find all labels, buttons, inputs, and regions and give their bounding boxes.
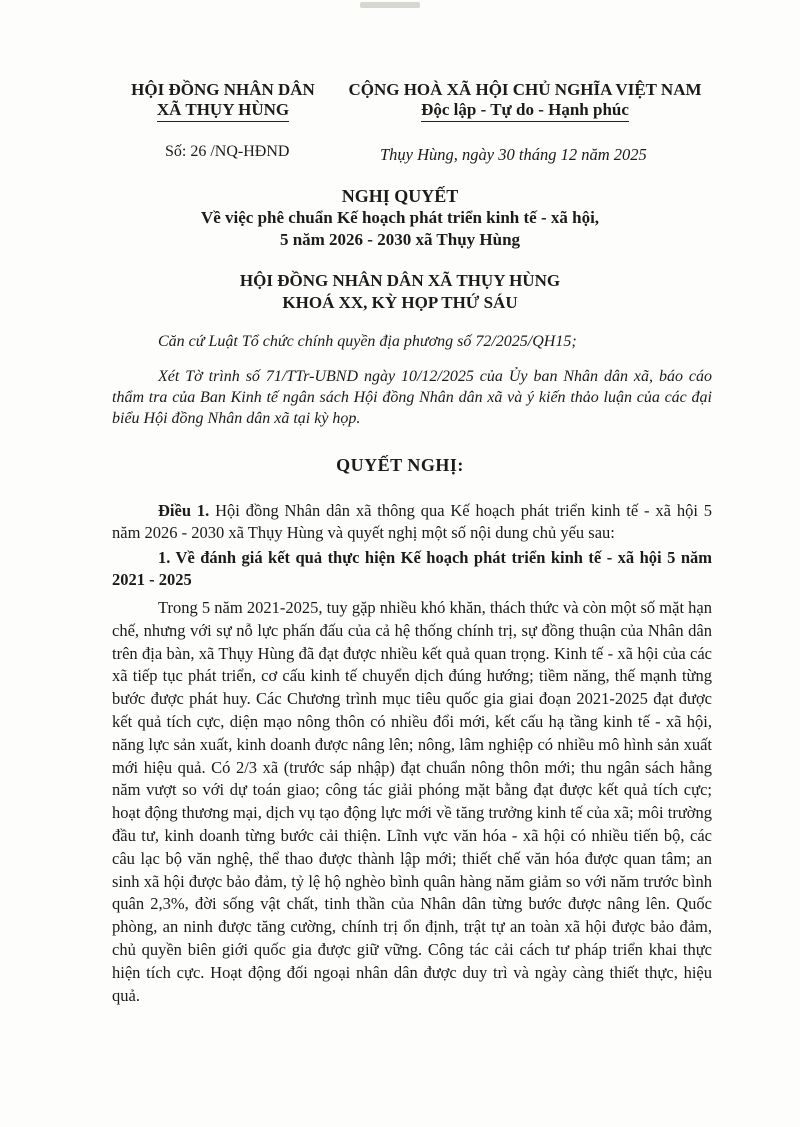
issuer-line2: XÃ THỤY HÙNG bbox=[157, 100, 289, 122]
council-name: HỘI ĐỒNG NHÂN DÂN XÃ THỤY HÙNG bbox=[239, 271, 561, 290]
legal-basis: Căn cứ Luật Tổ chức chính quyền địa phương số 72/2025/QH15; bbox=[158, 333, 577, 350]
article-1-label: Điều 1. bbox=[158, 501, 210, 520]
national-header bbox=[335, 80, 715, 122]
title-subject-line1: Về việc phê chuẩn Kế hoạch phát triển kinh tế - xã hội, bbox=[200, 208, 600, 227]
article-1 bbox=[112, 500, 712, 544]
consideration-basis: Xét Tờ trình số 71/TTr-UBND ngày 10/12/2025 của Ủy ban Nhân dân xã, báo cáo thẩm tra của Ban Kinh tế ngân sách Hội đồng Nhân dân xã và ý kiến thảo luận của các đại biểu Hội đồng Nhân dân xã tại kỳ họp. bbox=[112, 368, 712, 427]
national-motto: Độc lập - Tự do - Hạnh phúc bbox=[421, 100, 629, 122]
document-title bbox=[100, 185, 700, 251]
date-line: Thụy Hùng, ngày 30 tháng 12 năm 2025 bbox=[380, 145, 647, 164]
document-number: Số: 26 /NQ-HĐND bbox=[165, 143, 290, 160]
resolve-heading: QUYẾT NGHỊ: bbox=[336, 455, 464, 475]
issuer-header bbox=[118, 80, 328, 122]
council-block bbox=[100, 270, 700, 314]
section-1-heading: 1. Về đánh giá kết quả thực hiện Kế hoạch phát triển kinh tế - xã hội 5 năm 2021 - 2025 bbox=[112, 548, 712, 589]
title-subject-line2: 5 năm 2026 - 2030 xã Thụy Hùng bbox=[279, 230, 521, 249]
article-1-text: Hội đồng Nhân dân xã thông qua Kế hoạch phát triển kinh tế - xã hội 5 năm 2026 - 2030 xã Thụy Hùng và quyết nghị một số nội dung chủ yếu sau: bbox=[112, 501, 713, 542]
title-heading: NGHỊ QUYẾT bbox=[341, 186, 459, 206]
issuer-line1: HỘI ĐỒNG NHÂN DÂN bbox=[131, 80, 315, 99]
national-title: CỘNG HOÀ XÃ HỘI CHỦ NGHĨA VIỆT NAM bbox=[348, 80, 702, 99]
council-session: KHOÁ XX, KỲ HỌP THỨ SÁU bbox=[282, 293, 518, 312]
section-1-body: Trong 5 năm 2021-2025, tuy gặp nhiều khó khăn, thách thức và còn một số mặt hạn chế, nhưng với sự nỗ lực phấn đấu của cả hệ thống chính trị, sự đồng thuận của Nhân dân trên địa bàn, xã Thụy Hùng đã đạt được nhiều kết quả quan trọng. Kinh tế - xã hội của các xã tiếp tục phát triển, cơ cấu kinh tế chuyển dịch đúng hướng; tiềm năng, thế mạnh từng bước được phát huy. Các Chương trình mục tiêu quốc gia giai đoạn 2021-2025 đạt được kết quả tích cực, diện mạo nông thôn có nhiều đổi mới, kết cấu hạ tầng kinh tế - xã hội, năng lực sản xuất, kinh doanh được nâng lên; nông, lâm nghiệp có nhiều mô hình sản xuất mới hiệu quả. Có 2/3 xã (trước sáp nhập) đạt chuẩn nông thôn mới; thu ngân sách hằng năm vượt so với dự toán giao; công tác giải phóng mặt bằng đạt được kết quả tích cực; hoạt động thương mại, dịch vụ tạo động lực mới về tăng trưởng kinh tế của xã; môi trường đầu tư, kinh doanh từng bước cải thiện. Lĩnh vực văn hóa - xã hội có nhiều tiến bộ, các câu lạc bộ văn nghệ, thể thao được thành lập mới; thiết chế văn hóa được quan tâm; an sinh xã hội được bảo đảm, tỷ lệ hộ nghèo bình quân hàng năm giảm so với năm trước bình quân 2,3%, đời sống vật chất, tinh thần của Nhân dân từng bước được nâng lên. Quốc phòng, an ninh được tăng cường, chính trị ổn định, trật tự an toàn xã hội được bảo đảm, chủ quyền biên giới quốc gia được giữ vững. Công tác cải cách tư pháp triển khai thực hiện tích cực. Hoạt động đối ngoại nhân dân được duy trì và ngày càng thiết thực, hiệu quả. bbox=[112, 598, 712, 1005]
scan-mark bbox=[360, 2, 420, 8]
